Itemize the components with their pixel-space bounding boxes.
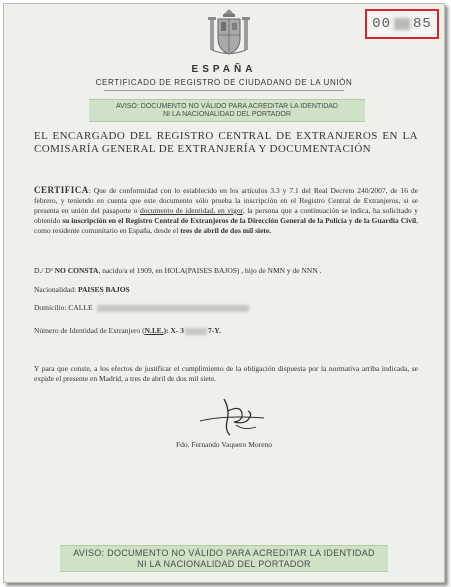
certificate-title: CERTIFICADO DE REGISTRO DE CIUDADANO DE LA UNIÓN — [95, 78, 353, 87]
serial-number-box — [365, 9, 439, 39]
certifica-paragraph — [34, 185, 418, 236]
domicile-redaction — [97, 305, 249, 312]
domicile-line — [34, 303, 249, 313]
nie-abbrev: N.I.E. — [144, 326, 164, 335]
warning-banner-bottom — [60, 545, 388, 572]
certifica-bold-1: su inscripción en el Registro Central de Extranjeros de la Dirección General de la Policía y de la Guardia Civil — [62, 216, 417, 225]
signer-name: Fdo. Fernando Vaquero Moreno — [175, 440, 273, 449]
serial-redaction — [394, 18, 410, 30]
nie-value-end: 7-Y. — [207, 326, 221, 335]
warning-line-1: AVISO: DOCUMENTO NO VÁLIDO PARA ACREDITAR LA IDENTIDAD — [116, 102, 338, 110]
issuing-authority-heading: EL ENCARGADO DEL REGISTRO CENTRAL DE EXTRANJEROS EN LA COMISARÍA GENERAL DE EXTRANJERÍA Y DOCUMENTACIÓN — [34, 130, 418, 155]
nie-label: Número de Identidad de Extranjero ( — [34, 326, 145, 335]
footer-warning-line-1: AVISO: DOCUMENTO NO VÁLIDO PARA ACREDITAR LA IDENTIDAD — [73, 547, 375, 558]
nationality-line — [34, 285, 130, 295]
certifica-text-3: , como residente comunitario en España, desde el — [34, 216, 418, 235]
title-divider — [104, 90, 344, 91]
domicile-label: Domicilio: — [34, 303, 67, 312]
nie-line — [34, 326, 221, 336]
warning-banner-top — [89, 99, 365, 122]
certifica-underlined: documento de identidad, en vigor — [139, 206, 243, 215]
serial-prefix: 00 — [372, 16, 391, 32]
country-name: ESPAÑA — [191, 64, 257, 75]
certifica-text-1: : Que de conformidad con lo establecido en los artículos 3.3 y 7.1 del Real Decreto 240/2007, de 16 de febrero, y teniendo en cuenta que este documento sólo prueba la inscripción en el Registro Central de Extranjeros, si se presenta en unión del pasaporte o — [34, 186, 418, 215]
certifica-text-2: , la persona que a continuación se indica, ha solicitado y obtenido — [34, 206, 418, 225]
warning-line-2: NI LA NACIONALIDAD DEL PORTADOR — [163, 110, 291, 118]
footer-warning-line-2: NI LA NACIONALIDAD DEL PORTADOR — [137, 558, 311, 569]
nationality-value: PAISES BAJOS — [77, 285, 130, 294]
nie-redaction — [185, 328, 207, 335]
handwritten-signature — [194, 391, 274, 439]
certificate-page — [3, 3, 445, 583]
certifica-lead: CERTIFICA — [34, 185, 89, 195]
closing-paragraph: Y para que conste, a los efectos de justificar el cumplimiento de la obligación dispuesta por la normativa arriba indicada, se expide el presente en Madrid, a tres de abril de dos mil siete. — [34, 364, 418, 383]
serial-suffix: 85 — [413, 16, 432, 32]
name-value: NO CONSTA — [54, 266, 99, 275]
domicile-value: CALLE — [68, 303, 93, 312]
name-rest: , nacido/a el 1909, en HOLA(PAISES BAJOS) , hijo de NMN y de NNN . — [98, 266, 322, 275]
certifica-bold-2: tres de abril de dos mil siete. — [180, 226, 272, 235]
coat-of-arms-icon — [207, 8, 251, 58]
nationality-label: Nacionalidad: — [34, 285, 77, 294]
name-prefix: D./ Dª — [34, 266, 53, 275]
holder-name-line — [34, 266, 322, 276]
nie-value-start: ): X- 3 — [163, 326, 184, 335]
